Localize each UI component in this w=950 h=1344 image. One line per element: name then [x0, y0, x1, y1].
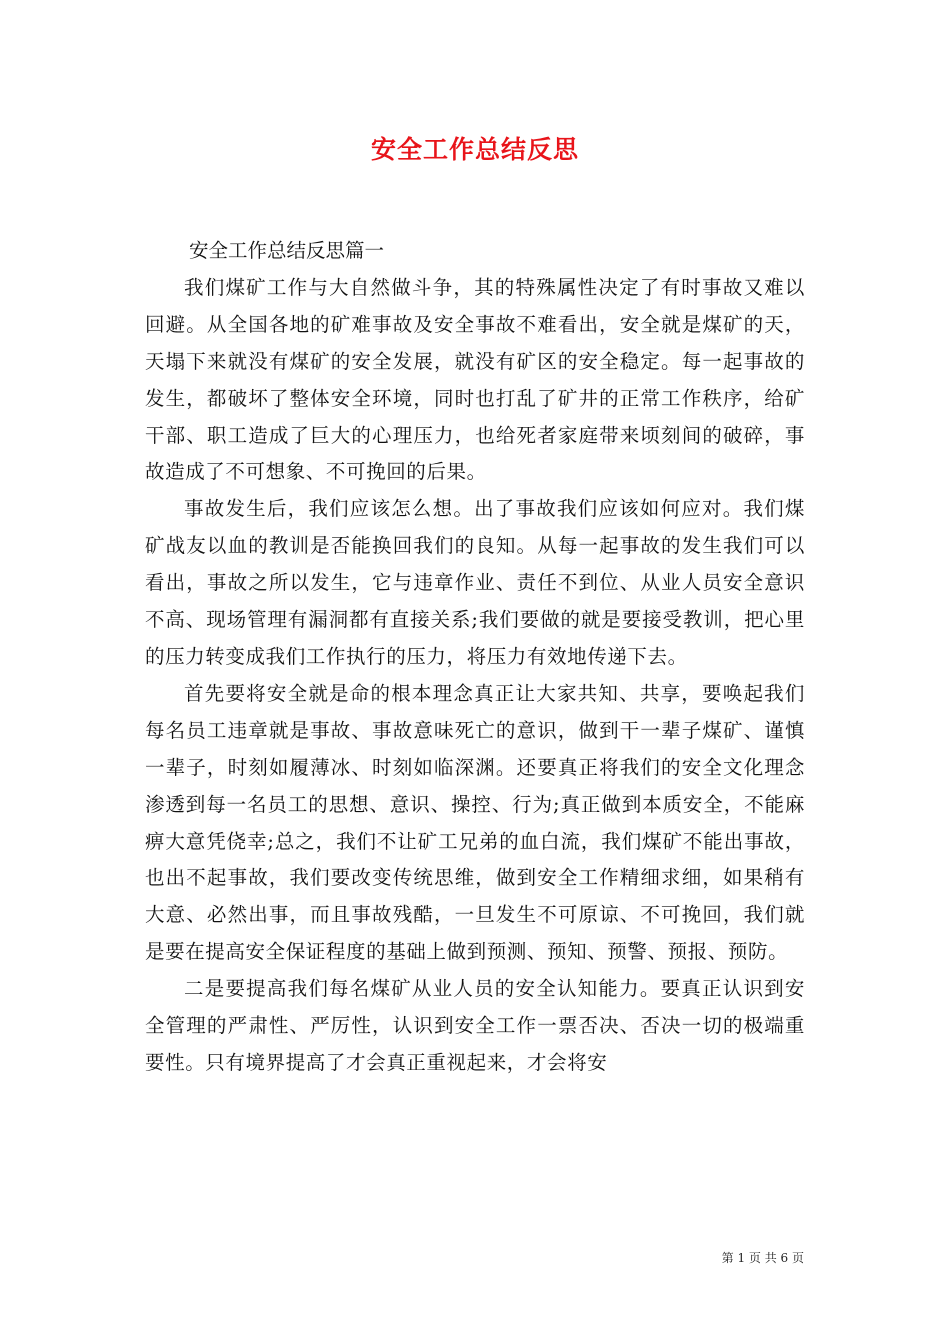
document-title: 安全工作总结反思 [370, 135, 579, 164]
paragraph-2: 事故发生后，我们应该怎么想。出了事故我们应该如何应对。我们煤矿战友以血的教训是否能换回我们的良知。从每一起事故的发生我们可以看出，事故之所以发生，它与违章作业、责任不到位、从业人员安全意识不高、现场管理有漏洞都有直接关系;我们要做的就是要接受教训，把心里的压力转变成我们工作执行的压力，将压力有效地传递下去。 [145, 497, 805, 668]
paragraph-4: 二是要提高我们每名煤矿从业人员的安全认知能力。要真正认识到安全管理的严肃性、严厉性，认识到安全工作一票否决、否决一切的极端重要性。只有境界提高了才会真正重视起来，才会将安 [145, 977, 805, 1074]
page-number: 第 1 页 共 6 页 [721, 1251, 804, 1265]
paragraph-1: 我们煤矿工作与大自然做斗争，其的特殊属性决定了有时事故又难以回避。从全国各地的矿难事故及安全事故不难看出，安全就是煤矿的天，天塌下来就没有煤矿的安全发展，就没有矿区的安全稳定。每一起事故的发生，都破坏了整体安全环境，同时也打乱了矿井的正常工作秩序，给矿干部、职工造成了巨大的心理压力，也给死者家庭带来顷刻间的破碎，事故造成了不可想象、不可挽回的后果。 [145, 275, 805, 484]
paragraph-3: 首先要将安全就是命的根本理念真正让大家共知、共享，要唤起我们每名员工违章就是事故、事故意味死亡的意识，做到干一辈子煤矿、谨慎一辈子，时刻如履薄冰、时刻如临深渊。还要真正将我们的安全文化理念渗透到每一名员工的思想、意识、操控、行为;真正做到本质安全，不能麻痹大意凭侥幸;总之，我们不让矿工兄弟的血白流，我们煤矿不能出事故，也出不起事故，我们要改变传统思维，做到安全工作精细求细，如果稍有大意、必然出事，而且事故残酷，一旦发生不可原谅、不可挽回，我们就是要在提高安全保证程度的基础上做到预测、预知、预警、预报、预防。 [145, 681, 805, 964]
section-heading: 安全工作总结反思篇一 [189, 239, 385, 262]
document-body [145, 233, 805, 1082]
